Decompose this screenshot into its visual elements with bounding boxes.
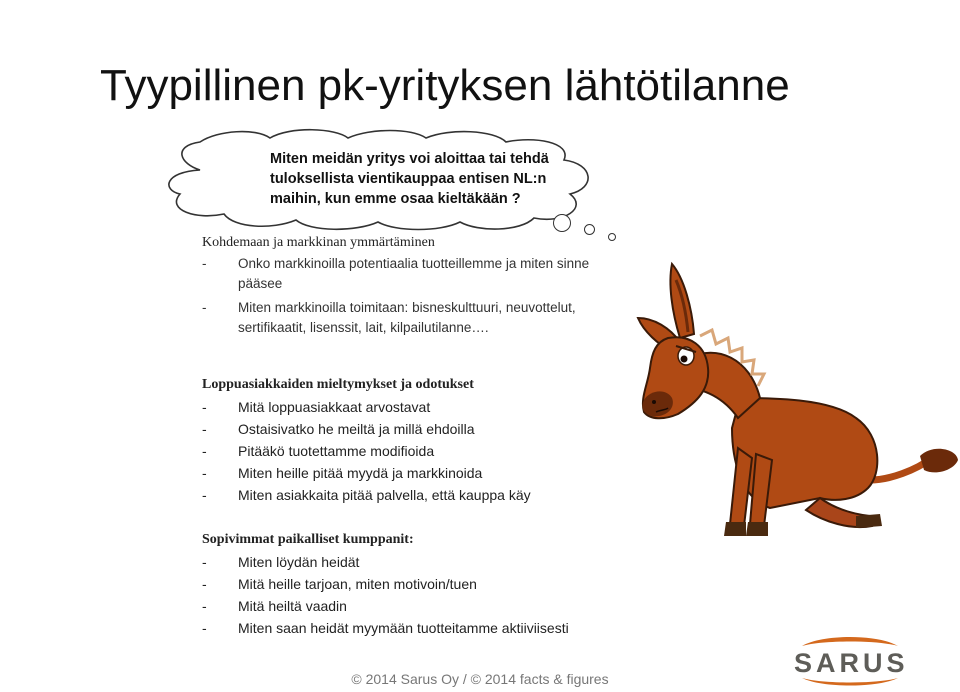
list-item: - Miten heille pitää myydä ja markkinoida: [202, 465, 483, 481]
thought-cloud-text: Miten meidän yritys voi aloittaa tai tehdä tuloksellista vientikauppaa entisen NL:n maihin, kun emme osaa kieltäkään ?: [270, 151, 549, 207]
list-item: - Pitääkö tuotettamme modifioida: [202, 443, 435, 459]
list-item: - Ostaisivatko he meiltä ja millä ehdoilla: [202, 421, 475, 437]
list-item: - Mitä heiltä vaadin: [202, 598, 347, 614]
list-item: - Miten markkinoilla toimitaan: bisneskulttuuri, neuvottelut, sertifikaatit, lisenssit, lait, kilpailutilanne….: [202, 300, 576, 335]
bullet-list: [200, 396, 620, 506]
list-item: - Mitä heille tarjoan, miten motivoin/tuen: [202, 576, 477, 592]
sarus-logo-text: SARUS: [794, 648, 909, 678]
bullet-list: [200, 551, 620, 639]
section-heading: Loppuasiakkaiden mieltymykset ja odotukset: [202, 377, 474, 392]
list-item: - Miten löydän heidät: [202, 554, 360, 570]
thought-bubble-large: [553, 214, 571, 232]
sad-donkey-illustration: [620, 248, 960, 548]
section-local-partners: [200, 529, 620, 639]
footer-copyright: © 2014 Sarus Oy / © 2014 facts & figures: [351, 671, 609, 687]
section-heading: Sopivimmat paikalliset kumppanit:: [202, 532, 414, 547]
slide-title: Tyypillinen pk-yrityksen lähtötilanne: [100, 61, 790, 110]
list-item: - Mitä loppuasiakkaat arvostavat: [202, 399, 431, 415]
section-end-customers: [200, 374, 620, 506]
section-heading: Kohdemaan ja markkinan ymmärtäminen: [202, 235, 435, 250]
list-item: - Miten saan heidät myymään tuotteitamme aktiiviisesti: [202, 620, 569, 636]
list-item: - Miten asiakkaita pitää palvella, että kauppa käy: [202, 487, 531, 503]
list-item: - Onko markkinoilla potentiaalia tuotteillemme ja miten sinne pääsee: [202, 256, 590, 291]
section-market-understanding: [200, 232, 620, 338]
bullet-list: [200, 254, 620, 338]
